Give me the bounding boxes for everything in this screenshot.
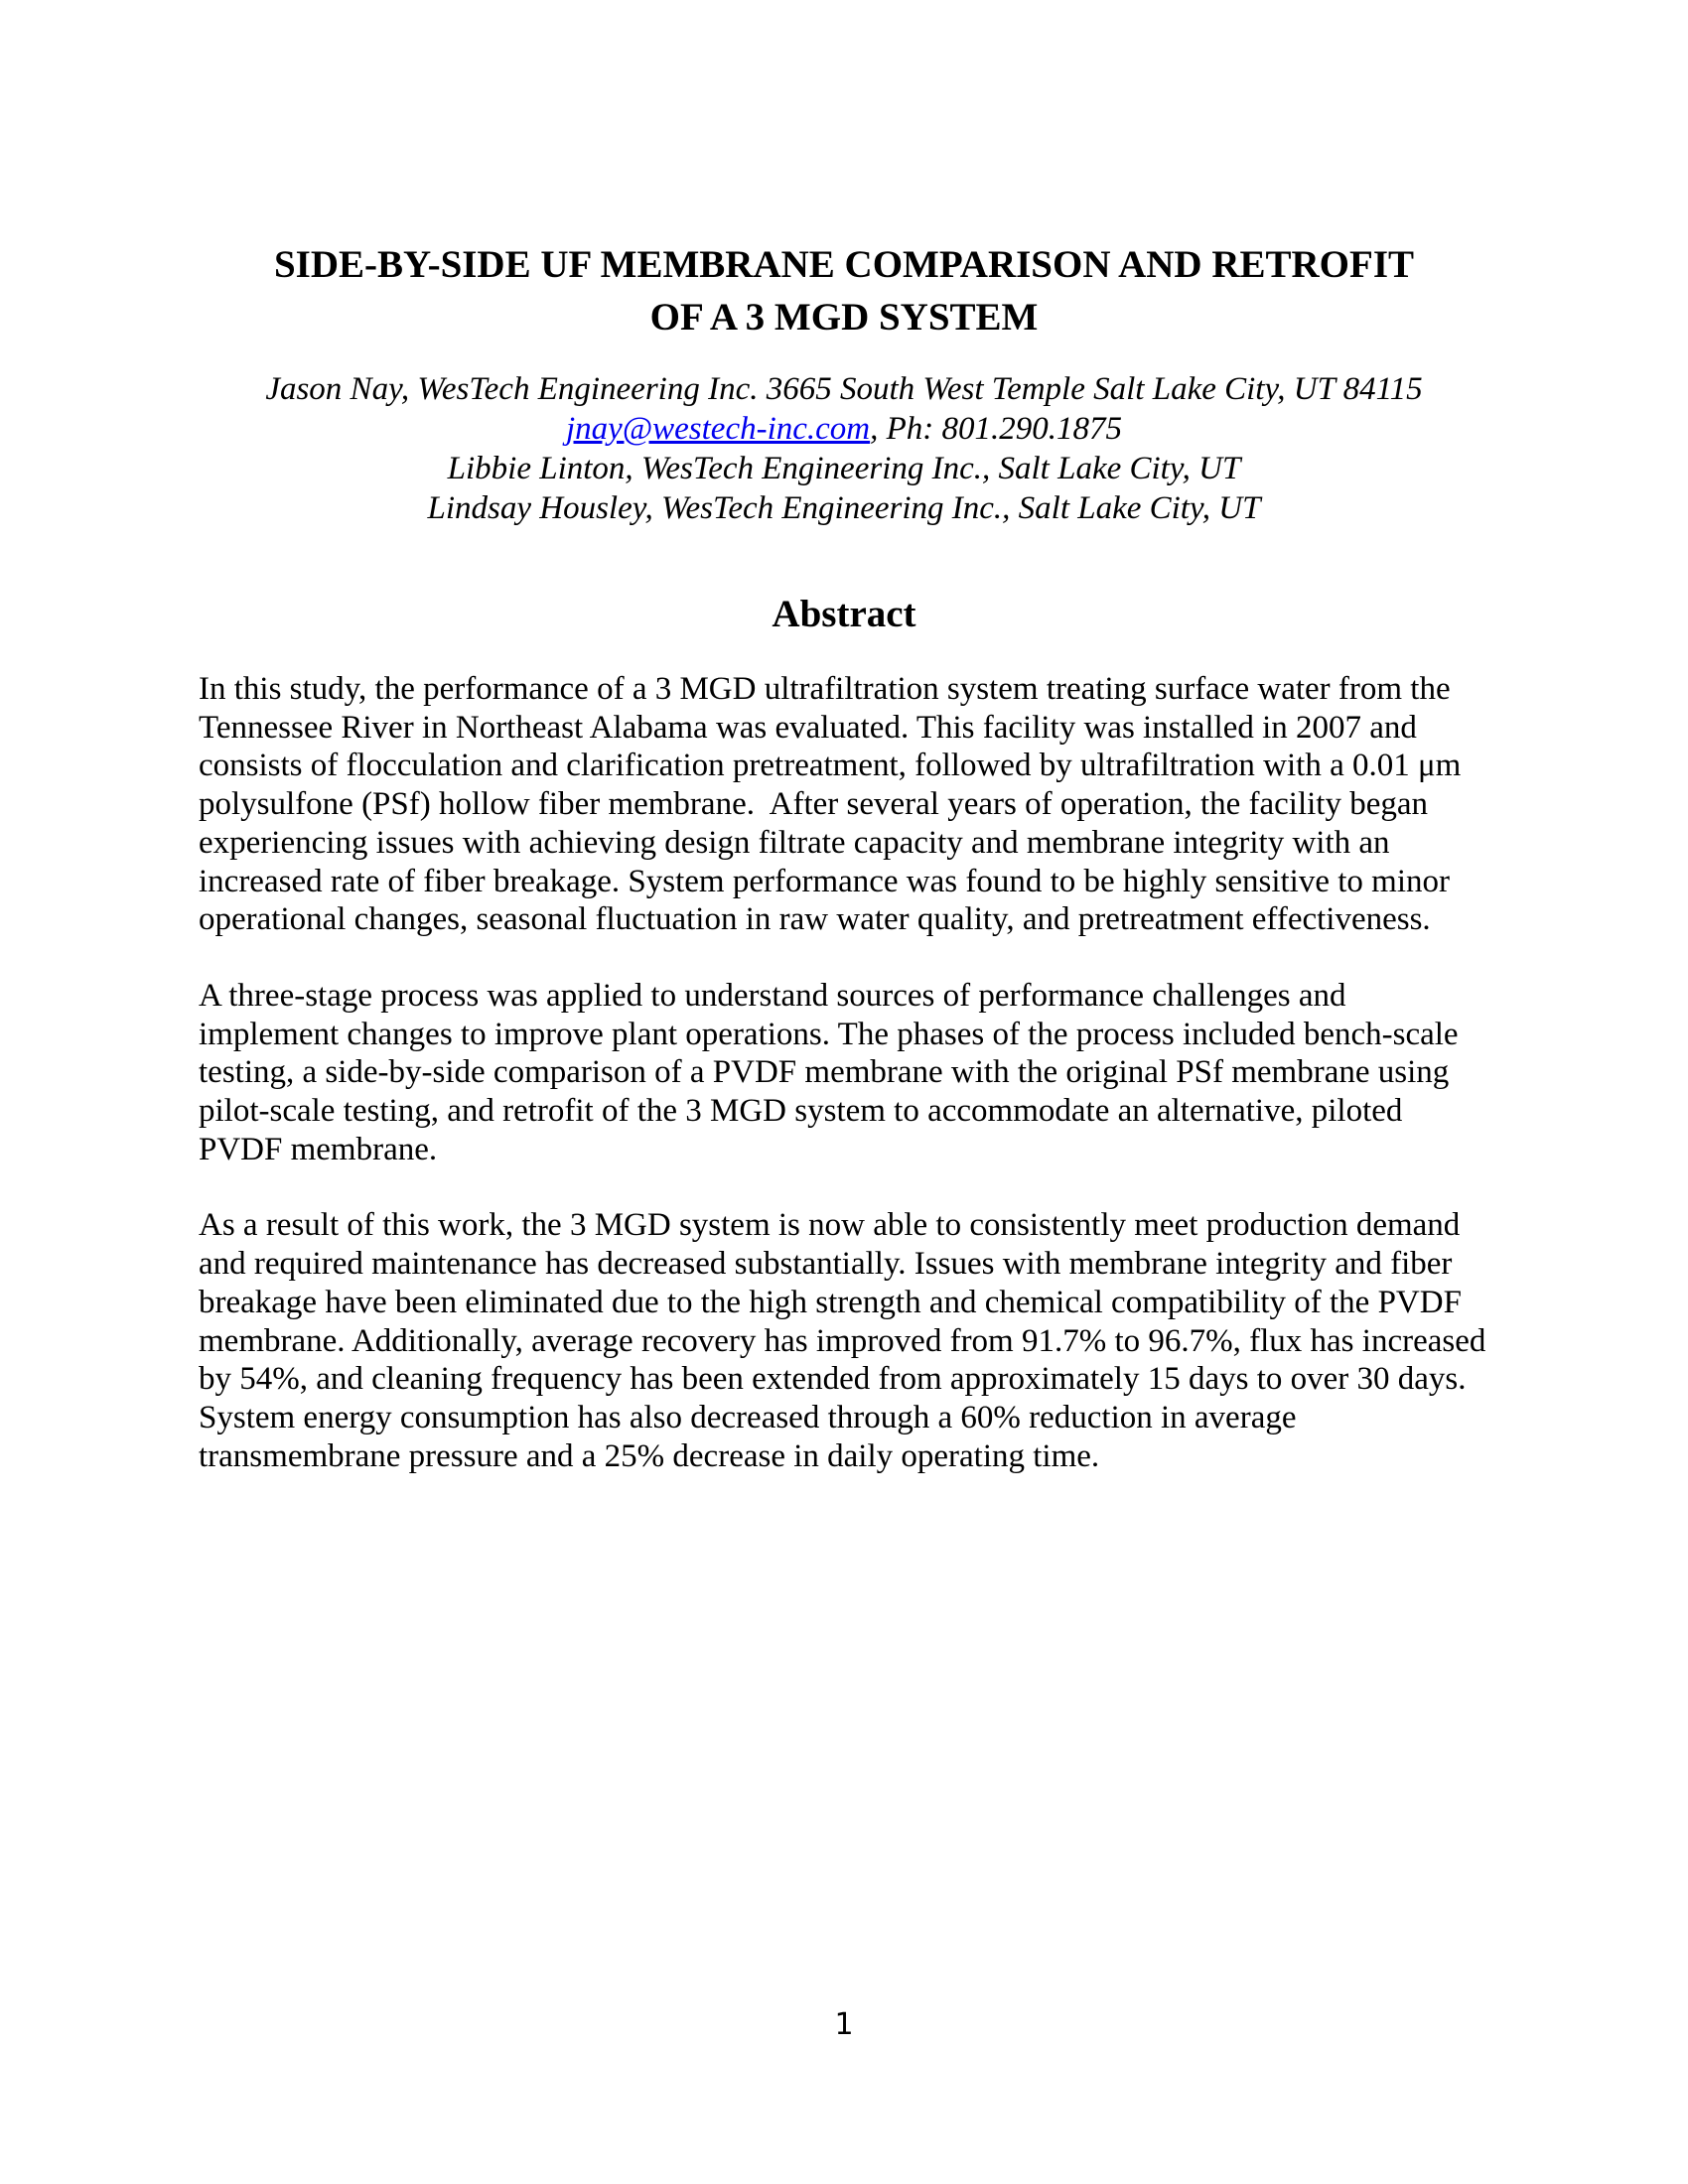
- author-line-libbie-linton: Libbie Linton, WesTech Engineering Inc., Salt Lake City, UT: [447, 451, 1241, 486]
- abstract-paragraph-3: As a result of this work, the 3 MGD system is now able to consistently meet production demand and required maintenance has decreased substantially. Issues with membrane integrity and fiber breakage have been eliminated due to the high strength and chemical compatibility of the PVDF membrane. Additionally, average recovery has improved from 91.7% to 96.7%, flux has increased by 54%, and cleaning frequency has been extended from approximately 15 days to over 30 days. System energy consumption has also decreased through a 60% reduction in average transmembrane pressure and a 25% decrease in daily operating time.: [199, 1207, 1494, 1474]
- author-contact-line: [199, 409, 1489, 449]
- abstract-paragraph-1: In this study, the performance of a 3 MGD ultrafiltration system treating surface water from the Tennessee River in Northeast Alabama was evaluated. This facility was installed in 2007 and consists of flocculation and clarification pretreatment, followed by ultrafiltration with a 0.01 μm polysulfone (PSf) hollow fiber membrane. After several years of operation, the facility began experiencing issues with achieving design filtrate capacity and membrane integrity with an increased rate of fiber breakage. System performance was found to be highly sensitive to minor operational changes, seasonal fluctuation in raw water quality, and pretreatment effectiveness.: [199, 671, 1470, 938]
- author-line-lindsay-housley: Lindsay Housley, WesTech Engineering Inc., Salt Lake City, UT: [427, 490, 1261, 526]
- abstract-paragraph-2: A three-stage process was applied to understand sources of performance challenges and implement changes to improve plant operations. The phases of the process included bench-scale testing, a side-by-side comparison of a PVDF membrane with the original PSf membrane using pilot-scale testing, and retrofit of the 3 MGD system to accommodate an alternative, piloted PVDF membrane.: [199, 977, 1467, 1167]
- paper-title-line1: SIDE-BY-SIDE UF MEMBRANE COMPARISON AND RETROFIT: [273, 243, 1415, 286]
- paper-title-line2: OF A 3 MGD SYSTEM: [649, 296, 1039, 339]
- email-link[interactable]: jnay@westech-inc.com: [565, 411, 871, 447]
- author-line-jason-nay: Jason Nay, WesTech Engineering Inc. 3665 South West Temple Salt Lake City, UT 84115: [265, 371, 1423, 407]
- abstract-heading: Abstract: [772, 593, 916, 635]
- author-block: [199, 369, 1489, 528]
- page-number: 1: [834, 2007, 854, 2042]
- phone-text: , Ph: 801.290.1875: [870, 411, 1123, 447]
